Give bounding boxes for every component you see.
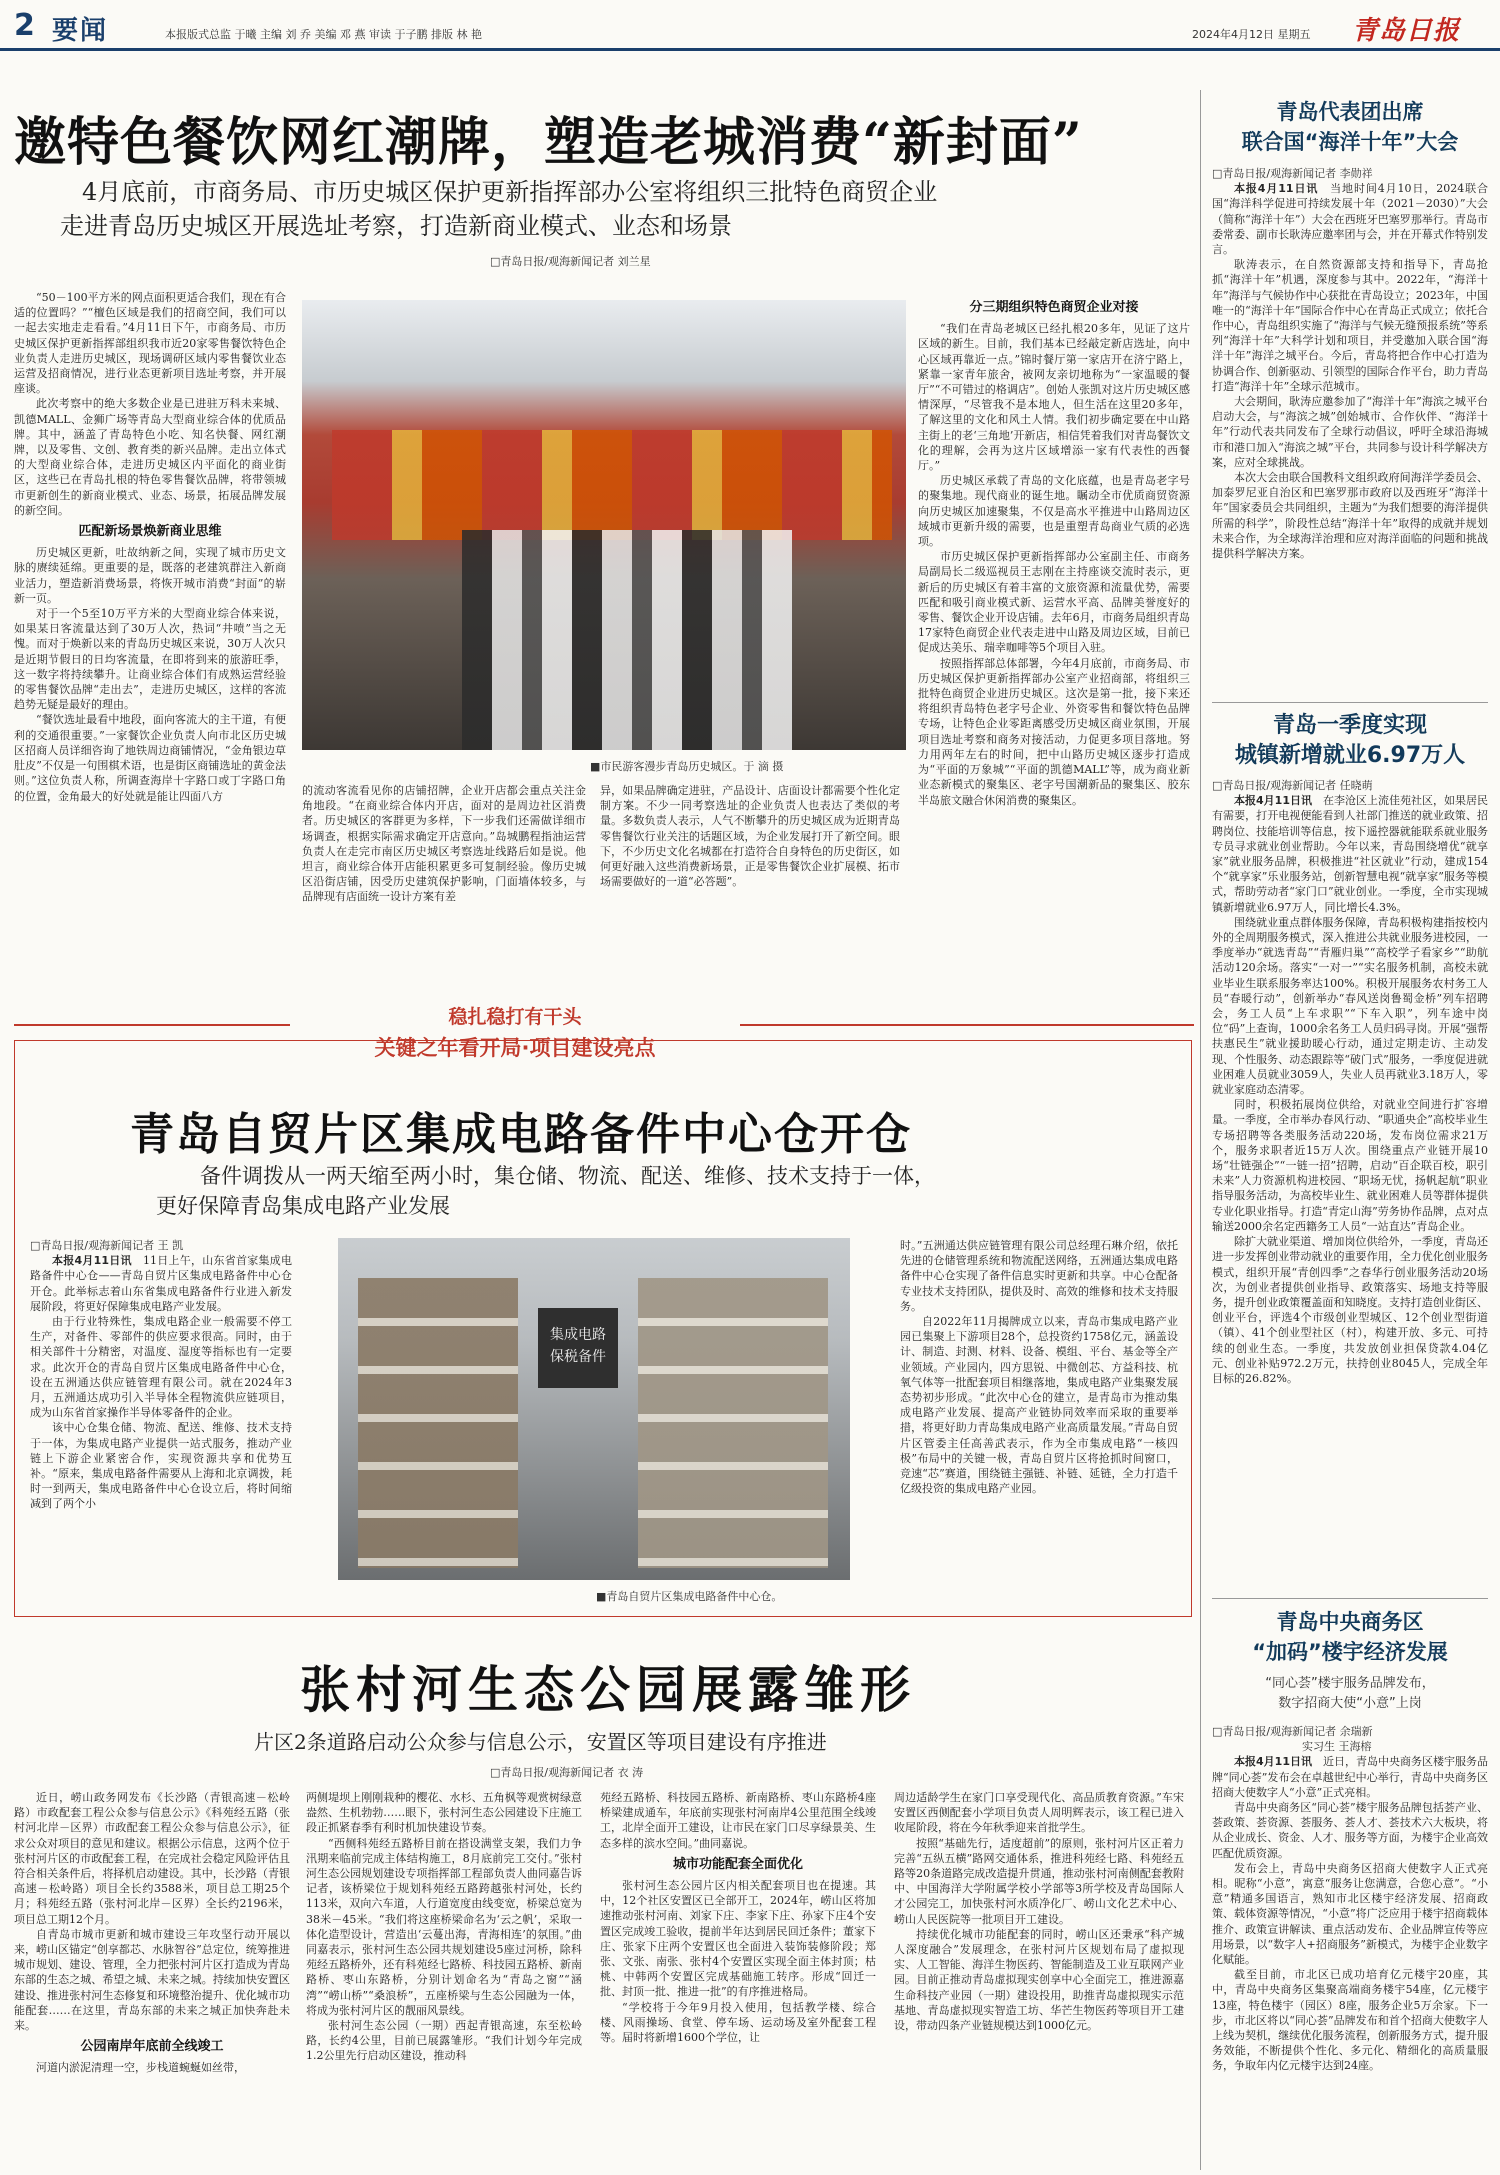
side2-paragraph: 除扩大就业渠道、增加岗位供给外，一季度，青岛还进一步发挥创业带动就业的重要作用，全力优化创业服务模式，组织开展“青创四季”之春华行创业服务活动20场次，为创业者提供创业指导、政策落实、场地支持等服务，提升创业政策覆盖面和知晓度。支持打造创业街区、创业平台，评选4个市级创业型城区、12个创业型街道（镇）、41个创业型社区（村），构建开放、多元、可持续的创业生态。一季度，共发放创业担保贷款4.04亿元、创业补贴972.2万元，扶持创业8045人，完成全年目标的26.82%。	[1212, 1235, 1488, 1385]
side2-headline-2: 城镇新增就业6.97万人	[1234, 743, 1466, 768]
lead-subhead-2: 分三期组织特色商贸企业对接	[969, 300, 1139, 315]
lead-col1-paragraph: “餐饮选址最看中地段，面向客流大的主干道，有便利的交通很重要。”一家餐饮企业负责人向市北区历史城区招商人员详细咨询了地铁周边商铺情况，“金角银边草肚皮”不仅是一句围棋术语，也是街区商铺选址的黄金法则。”这位负责人称，所调查海岸十字路口或丁字路口角的位置，金角最大的好处就是能让四面八方	[14, 713, 286, 803]
masthead-rule	[0, 48, 1500, 51]
side3-deck-2: 数字招商大使“小意”上岗	[1278, 1696, 1422, 1711]
lead-subhead-1: 匹配新场景焕新商业思维	[78, 524, 222, 540]
ic-col2-paragraph: 时。”五洲通达供应链管理有限公司总经理石琳介绍，依托先进的仓储管理系统和物流配送网络，五洲通达集成电路备件中心仓实现了备件信息实时更新和共享。中心仓配备专业技术支持团队，提供及时、高效的维修和技术支持服务。	[900, 1239, 1178, 1313]
lead-col2-paragraph: 的流动客流看见你的店铺招牌，企业开店都会重点关注金角地段。“在商业综合体内开店，面对的是周边社区消费者。历史城区的客群更为多样，下一步我们还需做详细市场调查，根据实际需求确定开店意向。”岛城鹏程指油运营负责人在走完市南区历史城区考察选址线路后如是说。他坦言，商业综合体开店能积累更多可复制经验。像历史城区沿街店铺，因受历史建筑保护影响，门面墙体较多，与品牌现有店面统一设计方案有差	[302, 784, 586, 904]
side2-paragraph: 围绕就业重点群体服务保障，青岛积极构建指按校内外的全周期服务模式，深入推进公共就业服务进校园，一季度举办“就选青岛”“青雁归巢”“高校学子看家乡”“助航活动120余场。落实“一对一”“实名服务机制，高校未就业毕业生联系服务率达100%。积极开展服务农村务工人员“春暖行动”，创新举办“春风送岗鲁蜀金桥”列车招聘会，务工人员“上车求职”“下车入职”，列车途中岗位“码”上查询，1000余名务工人员归码寻岗。开展“强帮扶惠民生”就业援助暖心行动，通过定期走访、主动发现、个性服务、动态跟踪等“破门式”服务，一季度促进就业困难人员就业3059人，失业人员再就业3.18万人，零就业家庭动态清零。	[1212, 915, 1488, 1097]
photo-sign	[538, 1308, 618, 1388]
side3-text: 近日，青岛中央商务区楼宇服务品牌“同心荟”发布会在卓越世纪中心举行，青岛中央商务区招商大使数字人“小意”正式亮相。	[1212, 1755, 1488, 1799]
banner-line-2: 关键之年看开局·项目建设亮点	[374, 1036, 656, 1060]
ic-column-1	[30, 1238, 292, 1606]
lead-col3-paragraph: 异，如果品牌确定进驻，产品设计、店面设计都需要个性化定制方案。不少一同考察选址的企业负责人也表达了类似的考量。多数负责人表示，人气不断攀升的历史城区成为近期青岛零售餐饮行业关注的话题区域，为企业发展打开了新空间。眼下，不少历史文化名城都在打造符合自身特色的历史街区，如何更好融入这些消费新场景，正是零售餐饮企业扩展模、拓市场需要做好的一道“必答题”。	[600, 784, 900, 889]
park-col4-paragraph: 持续优化城市功能配套的同时，崂山区还秉承“科产城人深度融合”发展理念，在张村河片区规划布局了虚拟现实、人工智能、海洋生物医药、智能制造及工业互联网产业园。目前正推动青岛虚拟现实创享中心全面完工，推进源嘉生命科技产业园（一期）建设投用，助推青岛虚拟现实示范基地、青岛虚拟现实智造工坊、华芒生物医药等项目开工建设，带动四条产业链规模达到1000亿元。	[894, 1927, 1184, 2033]
ic-photo-warehouse	[338, 1238, 850, 1580]
park-deck: 片区2条道路启动公众参与信息公示，安置区等项目建设有序推进	[254, 1730, 827, 1754]
park-col2-paragraph: “西侧科苑经五路桥目前在搭设满堂支架，我们力争汛期来临前完成主体结构施工，8月底前完工交付。”张村河生态公园规划建设专项指挥部工程部负责人曲同嘉告诉记者，该桥梁位于规划科苑经五路跨越张村河处，长约113米，双向六车道，人行道宽度由线变宽，桥梁总宽为38米－45米。“我们将这座桥梁命名为‘云之帆’，采取一体化造型设计，营造出‘云蔓出海，青海相连’的氛围。”曲同嘉表示，张村河生态公园共规划建设5座过河桥，除科苑经五路桥外，还有科苑经七路桥、科技园五路桥、新南路桥、枣山东路桥，分别计划命名为“青岛之窗”“涵湾”“崂山桥”“桑浪桥”，五座桥梁与生态公园融为一体，将成为张村河片区的靓丽风景线。	[306, 1836, 582, 2017]
side3-paragraph	[1212, 1754, 1488, 1800]
side3-body	[1212, 1724, 1488, 2170]
side2-byline: □青岛日报/观海新闻记者 任晓萌	[1212, 779, 1373, 792]
side1-headline-1: 青岛代表团出席	[1276, 100, 1424, 124]
park-subhead-1: 公园南岸年底前全线竣工	[80, 2039, 224, 2055]
section-name: 要闻	[52, 16, 109, 46]
lead-col4-paragraph: 历史城区承载了青岛的文化底蕴，也是青岛老字号的聚集地。现代商业的诞生地。瞩动全市优质商贸资源向历史城区加速聚集，不仅是高水平推进中山路周边区域城市更新升级的需要，也是重塑青岛商业气质的必选项。	[918, 474, 1190, 549]
park-col1-paragraph: 近日，崂山政务网发布《长沙路（青银高速－松岭路）市政配套工程公众参与信息公示》《科苑经五路（张村河北岸－区界）市政配套工程公众参与信息公示》，征求公众对项目的意见和建议。根据公示信息，这两个位于张村河片区的市政配套工程，在完成社会稳定风险评估且符合相关条件后，将择机启动建设。其中，长沙路（青银高速－松岭路）项目全长约3588米，项目总工期25个月；科苑经五路（张村河北岸－区界）全长约2196米，项目总工期12个月。	[14, 1791, 290, 1926]
park-column-1	[14, 1790, 290, 2170]
park-col3-paragraph: “学校将于今年9月投入使用，包括教学楼、综合楼、风雨操场、食堂、停车场、运动场及室外配套工程等。届时将新增1600个学位，让	[600, 2000, 876, 2045]
photo-stall-row	[332, 430, 892, 540]
park-col1-paragraph: 自青岛市城市更新和城市建设三年攻坚行动开展以来，崂山区锚定“创享都芯、水脉智谷”总定位，统筹推进城市规划、建设、管理，全力把张村河片区打造成为青岛东部的生态之城、希望之城、未来之城。持续加快安置区建设、推进张村河生态修复和环境整治提升、优化城市功能配套……在这里，青岛东部的未来之城正加快奔赴未来。	[14, 1927, 290, 2033]
banner-line-1: 稳扎稳打有干头	[448, 1006, 582, 1028]
side3-paragraph: 截至目前，市北区已成功培育亿元楼宇20座，其中，青岛中央商务区集聚高端商务楼宇54座，亿元楼宇13座，特色楼宇（园区）8座，服务企业5万余家。下一步，市北区将以“同心荟”品牌发布和首个招商大使数字人上线为契机，继续优化服务流程，创新服务方式，提升服务效能，不断提供个性化、多元化、精细化的高质量服务，争取年内亿元楼宇达到24座。	[1212, 1968, 1488, 2073]
park-column-3	[600, 1790, 876, 2170]
ic-photo-caption: ■青岛自贸片区集成电路备件中心仓。	[596, 1590, 783, 1603]
side3-headline-2: “加码”楼宇经济发展	[1252, 1640, 1448, 1664]
side3-headline-1: 青岛中央商务区	[1276, 1610, 1424, 1634]
park-col1-paragraph: 河道内淤泥清理一空，步栈道蜿蜒如丝带，	[36, 2061, 245, 2075]
side1-paragraph: 大会期间，耿涛应邀参加了“海洋十年”海滨之城平台启动大会，与“海滨之城”创始城市、合作伙伴、“海洋十年”行动代表共同发布了全球行动倡议，呼吁全球沿海城市和港口加入“海滨之城”平台，共同参与设计科学解决方案，应对全球挑战。	[1212, 395, 1488, 469]
lead-col1-paragraph: “50－100平方米的网点面积更适合我们，现在有合适的位置吗？”“檀色区域是我们的招商空间，我们可以一起去实地走走看看。”4月11日下午，市商务局、市历史城区保护更新指挥部组织我市近20家零售餐饮特色企业负责人走进历史城区，现场调研区域内零售餐饮业态运营及招商情况，进行业态更新项目选址考察，并开展座谈。	[14, 291, 286, 396]
ic-column-2	[900, 1238, 1178, 1606]
side3-byline-2: 实习生 王海榕	[1302, 1740, 1372, 1754]
photo-crowd	[462, 530, 792, 750]
park-subhead-2: 城市功能配套全面优化	[672, 1856, 803, 1872]
lead-photo-street	[302, 300, 906, 750]
ic-lead-label: 本报4月11日讯	[52, 1254, 132, 1268]
park-column-2	[306, 1790, 582, 2170]
ic-byline: □青岛日报/观海新闻记者 王 凯	[30, 1239, 184, 1252]
ic-deck-line-1: 备件调拨从一两天缩至两小时，集仓储、物流、配送、维修、技术支持于一体，	[200, 1164, 935, 1188]
ic-col2-paragraph: 自2022年11月揭牌成立以来，青岛市集成电路产业园已集聚上下游项目28个，总投资约1758亿元，涵盖设计、制造、封测、材料、设备、模组、平台、基金等全产业领域。产业园内，四方思锐、中微创芯、方益科技、杭氧气体等一批配套项目相继落地，集成电路产业集聚发展态势初步形成。“此次中心仓的建立，是青岛市为推动集成电路产业发展、提高产业链协同效率而采取的重要举措，将更好助力青岛集成电路产业高质量发展。”青岛自贸片区管委主任高善武表示，作为全市集成电路“一核四极”布局中的关键一极，青岛自贸片区将抢抓时间窗口，竞速“芯”赛道，围绕链主强链、补链、延链，全力打造千亿级投资的集成电路产业园。	[900, 1315, 1178, 1496]
photo-sign-line-2: 保税备件	[550, 1349, 606, 1365]
side2-body	[1212, 778, 1488, 1590]
side-rule-1	[1212, 702, 1488, 703]
park-byline: □青岛日报/观海新闻记者 衣 涛	[490, 1766, 644, 1779]
park-col2-paragraph: 张村河生态公园（一期）西起青银高速，东至松岭路，长约4公里，目前已展露雏形。“我们计划今年完成1.2公里先行启动区建设，推动科	[306, 2019, 582, 2063]
lead-col4-paragraph: 市历史城区保护更新指挥部办公室副主任、市商务局副局长二级巡视员王志刚在主持座谈交流时表示，更新后的历史城区有着丰富的文旅资源和流量优势，需要匹配和吸引商业模式新、运营水平高、品牌美誉度好的零售、餐饮企业开设店铺。去年6月，市商务局组织青岛17家特色商贸企业代表走进中山路及周边区域，目前已促成达美乐、瑞幸咖啡等5个项目入驻。	[918, 550, 1190, 655]
lead-col4-paragraph: 按照指挥部总体部署，今年4月底前，市商务局、市历史城区保护更新指挥部办公室产业招商部，将组织三批特色商贸企业进历史城区。这次是第一批，接下来还将组织青岛特色老字号企业、外资零售和餐饮特色品牌专场，让特色企业零距离感受历史城区商业氛围，开展项目选址考察和商务对接活动，力促更多项目落地。努力用两年左右的时间，把中山路历史城区逐步打造成为“平面的万象城”“平面的凯德MALL”等，成为商业新业态新模式的聚集区、老字号国潮新品的聚集区、胶东半岛旅文融合休闲消费的聚集区。	[918, 656, 1190, 807]
lead-deck-line-1: 4月底前，市商务局、市历史城区保护更新指挥部办公室将组织三批特色商贸企业	[82, 178, 938, 206]
newspaper-logo: 青岛日报	[1352, 16, 1461, 46]
side1-byline: □青岛日报/观海新闻记者 李勋祥	[1212, 167, 1373, 180]
side2-paragraph: 同时，积极拓展岗位供给，对就业空间进行扩容增量。一季度，全市举办春风行动、“职通央企”高校毕业生专场招聘等各类服务活动220场，发布岗位需求21万个，服务求职者近15万人次。围绕重点产业链开展10场“壮链强企”“一链一招”招聘，启动“百企联百校，职引未来”人力资源机构进校园、“职场无忧，扬帆起航”职业指导服务活动，为高校毕业生、就业困难人员等群体提供专业化职业指导。打造“青定山海”劳务协作品牌，点对点输送2000余名定西籍务工人员“一站直达”青岛企业。	[1212, 1098, 1488, 1233]
side2-text: 在李沧区上流佳苑社区，如果居民有需要，打开电视便能看到人社部门推送的就业政策、招聘岗位、技能培训等信息，按下遥控器就能联系就业服务专员寻求就业创业帮助。今年以来，青岛围绕增优“就享家”就业服务品牌，积极推进“社区就业”行动，建成154个“就享家”乐业服务站，创新智慧电视“就享家”服务等模式，帮助劳动者“家门口”就业创业。一季度，全市实现城镇新增就业6.97万人，同比增长4.3%。	[1212, 794, 1488, 914]
lead-column-3	[600, 783, 900, 943]
side1-text: 当地时间4月10日，2024联合国“海洋科学促进可持续发展十年（2021－2030）”大会（简称“海洋十年”）大会在西班牙巴塞罗那举行。青岛市委常委、副市长耿涛应邀率团与会，并在开幕式作特别发言。	[1212, 182, 1488, 257]
photo-shelf-left	[358, 1278, 518, 1568]
lead-headline: 邀特色餐饮网红潮牌，塑造老城消费“新封面”	[14, 112, 1083, 173]
side2-headline-1: 青岛一季度实现	[1272, 713, 1427, 738]
side1-lead-label: 本报4月11日讯	[1234, 182, 1319, 196]
side1-body	[1212, 166, 1488, 696]
lead-deck-line-2: 走进青岛历史城区开展选址考察，打造新商业模式、业态和场景	[60, 212, 732, 240]
side3-deck-1: “同心荟”楼宇服务品牌发布，	[1265, 1676, 1435, 1691]
park-col2-paragraph: 两侧堤坝上刚刚栽种的樱花、水杉、五角枫等观赏树绿意盎然、生机勃勃……眼下，张村河生态公园建设下庄施工段正抓紧春季有利时机加快建设节奏。	[306, 1791, 582, 1835]
lead-column-2	[302, 783, 586, 943]
park-col4-paragraph: 按照“基础先行，适度超前”的原则，张村河片区正着力完善“五纵五横”路网交通体系，推进科苑经七路、科苑经五路等20条道路完成改造提升贯通，推动张村河南侧配套教附中、中国海洋大学附属学校小学部等3所学校及青岛国际人才公园完工，加快张村河水质净化厂、崂山文化艺术中心、崂山人民医院等一批项目开工建设。	[894, 1836, 1184, 1926]
side3-lead-label: 本报4月11日讯	[1234, 1755, 1312, 1769]
park-col3-paragraph: 张村河生态公园片区内相关配套项目也在提速。其中，12个社区安置区已全部开工，2024年，崂山区将加速推动张村河南、刘家下庄、李家下庄、孙家下庄4个安置区完成竣工验收，提前半年达到居民回迁条件；董家下庄、张家下庄两个安置区也全面进入装饰装修阶段；郑张、文张、南张、张村4个安置区实现全面主体封顶；枯桃、中韩两个安置区完成基础施工转序。形成“回迁一批、封顶一批、推进一批”的有序推进格局。	[600, 1879, 876, 1999]
park-column-4	[894, 1790, 1184, 2170]
photo-shelf-right	[638, 1278, 828, 1568]
park-headline: 张村河生态公园展露雏形	[300, 1660, 916, 1719]
ic-col1-text: 11日上午，山东省首家集成电路备件中心仓——青岛自贸片区集成电路备件中心仓开仓。此举标志着山东省集成电路备件行业进入新发展阶段，将更好保障集成电路产业发展。	[30, 1254, 292, 1313]
lead-photo-caption: ■市民游客漫步青岛历史城区。于 滴 摄	[590, 760, 784, 773]
page-number: 2	[14, 8, 35, 43]
lead-col1-paragraph: 历史城区更新，吐故纳新之间，实现了城市历史文脉的赓续延绵。更重要的是，既落的老建筑群注入新商业活力，塑造新消费场景，将恢开城市消费“封面”的崭新一页。	[14, 546, 286, 605]
side1-paragraph	[1212, 181, 1488, 257]
lead-column-4	[918, 300, 1190, 945]
issue-date: 2024年4月12日 星期五	[1192, 28, 1311, 41]
side1-paragraph: 本次大会由联合国教科文组织政府间海洋学委员会、加泰罗尼亚自治区和巴塞罗那市政府以及西班牙“海洋十年”国家委员会共同组织，主题为“为我们想要的海洋提供所需的科学”，阶段性总结“海洋十年”取得的成就并规划未来合作，为全球海洋治理和应对海洋面临的问题和挑战提供科学解决方案。	[1212, 471, 1488, 561]
side2-paragraph	[1212, 793, 1488, 915]
lead-col4-paragraph: “我们在青岛老城区已经扎根20多年，见证了这片区域的新生。目前，我们基本已经敲定新店选址，向中心区域再靠近一点。”锦时餐厅第一家店开在济宁路上，紧靠一家青年旅舍，被网友亲切地称为“一家温暖的餐厅”“不可错过的格调店”。创始人张凯对这片历史城区感情深厚，“尽管我不是本地人，但生活在这里20多年，了解这里的文化和风土人情。我们初步确定要在中山路主街上的老‘三角地’开新店，相信凭着我们对青岛餐饮文化的理解，会再为这片区域增添一家有代表性的西餐厅。”	[918, 322, 1190, 473]
lead-col1-paragraph: 此次考察中的绝大多数企业是已进驻万科未来城、凯德MALL、金狮广场等青岛大型商业综合体的优质品牌。其中，涵盖了青岛特色小吃、知名快餐、网红潮牌，以及零售、文创、教育类的新兴品牌。走出立体式的大型商业综合体，走进历史城区内平面化的商业街区，这些已在青岛扎根的特色零售餐饮品牌，将带领城市更新创生的新商业模式、业态、场景，拓展品牌发展的新空间。	[14, 397, 286, 517]
side1-headline-2: 联合国“海洋十年”大会	[1241, 130, 1459, 154]
park-col4-paragraph: 周边适龄学生在家门口享受现代化、高品质教育资源。”车宋安置区西侧配套小学项目负责人周明辉表示，该工程已进入收尾阶段，将在今年秋季迎来首批学生。	[894, 1791, 1184, 1835]
park-col3-paragraph: 苑经五路桥、科技园五路桥、新南路桥、枣山东路桥4座桥梁建成通车，年底前实现张村河南岸4公里范围全线竣工，北岸全面开工建设，让市民在家门口尽享绿景美、生态多样的滨水空间。”曲同嘉说。	[600, 1791, 876, 1850]
side1-paragraph: 耿涛表示，在自然资源部支持和指导下，青岛抢抓“海洋十年”机遇，深度参与其中。2022年，“海洋十年”海洋与气候协作中心获批在青岛设立；2023年，中国唯一的“海洋十年”国际合作中心在青岛正式成立；依托合作中心，青岛组织实施了“海洋与气候无缝预报系统”等系列“海洋十年”大科学计划和项目，并受邀加入联合国“海洋十年”海洋之城平台。今后，青岛将把合作中心打造为协调合作、创新驱动、引领型的国际合作平台，助力青岛打造“海洋十年”全球示范城市。	[1212, 258, 1488, 393]
lead-byline: □青岛日报/观海新闻记者 刘兰星	[490, 255, 651, 268]
photo-sign-line-1: 集成电路	[550, 1327, 606, 1343]
ic-deck-line-2: 更好保障青岛集成电路产业发展	[156, 1194, 450, 1218]
side3-paragraph: 发布会上，青岛中央商务区招商大使数字人正式亮相。昵称“小意”，寓意“服务让您满意，合您心意”。“小意”精通多国语言，熟知市北区楼宇经济发展、招商政策、载体资源等情况，“小意”将广泛应用于楼宇招商载体推介、政策宣讲解读、重点活动发布、企业品牌宣传等应用场景，以“数字人+招商服务”新模式，为楼宇企业数字化赋能。	[1212, 1861, 1488, 1967]
ic-col1-paragraph	[30, 1253, 292, 1314]
side3-byline-1: □青岛日报/观海新闻记者 余瑞新	[1212, 1725, 1373, 1738]
side2-lead-label: 本报4月11日讯	[1234, 794, 1312, 808]
lead-column-1	[14, 290, 286, 945]
staff-line: 本报版式总监 于曦 主编 刘 乔 美编 邓 燕 审读 于子鹏 排版 林 艳	[165, 28, 482, 41]
masthead	[0, 0, 1500, 52]
side-rule-2	[1212, 1598, 1488, 1599]
side3-paragraph: 青岛中央商务区“同心荟”楼宇服务品牌包括荟产业、荟政策、荟资源、荟服务、荟人才、荟技术六大板块，将从企业成长、资金、人才、服务等方面，为楼宇企业高效匹配优质资源。	[1212, 1801, 1488, 1860]
sidebar-divider	[1200, 90, 1201, 2170]
ic-col1-paragraph: 由于行业特殊性，集成电路企业一般需要不停工生产，对备件、零部件的供应要求很高。同时，由于相关部件十分精密，对温度、湿度等指标也有一定要求。此次开仓的青岛自贸片区集成电路备件中心仓，设在五洲通达供应链管理有限公司。就在2024年3月，五洲通达成功引入半导体全程物流供应链项目，成为山东省首家操作半导体零备件的企业。	[30, 1315, 292, 1420]
ic-col1-paragraph: 该中心仓集仓储、物流、配送、维修、技术支持于一体，为集成电路产业提供一站式服务，推动产业链上下游企业紧密合作，实现资源共享和优势互补。“原来，集成电路备件需要从上海和北京调拨，耗时一到两天，集成电路备件中心仓设立后，将时间缩减到了两个小	[30, 1421, 292, 1511]
ic-headline: 青岛自贸片区集成电路备件中心仓开仓	[130, 1109, 912, 1160]
lead-col1-paragraph: 对于一个5至10万平方米的大型商业综合体来说，如果某日客流量达到了30万人次，热词“井喷”当之无愧。而对于焕新以来的青岛历史城区来说，30万人次只是近期节假日的日均客流量，在即将到来的旅游旺季，这一数字将持续攀升。让商业综合体们有成熟运营经验的零售餐饮品牌“走出去”，走进历史城区，这样的客流趋势无疑是最好的理由。	[14, 607, 286, 712]
